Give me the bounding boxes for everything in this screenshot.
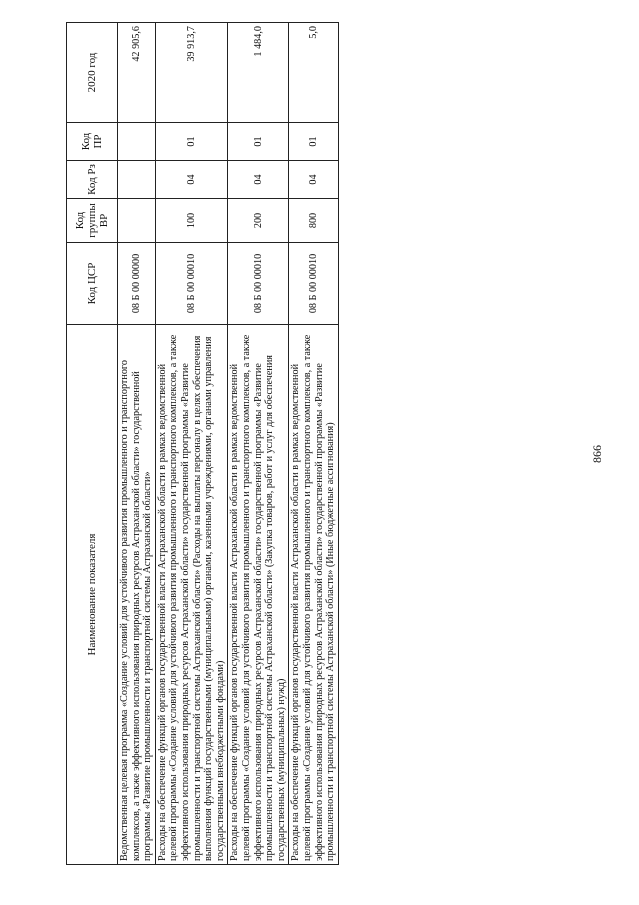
page-number: 866 <box>590 445 604 463</box>
row-csr: 08 Б 00 00010 <box>228 243 289 325</box>
row-name: Расходы на обеспечение функций органов государственной власти Астраханской области в рамках ведомственной целевой программы «Создание условий для устойчивого развития промышленного и транспортного комплексов, а также эффективного использования природных ресурсов Астраханской области» государственной программы «Развитие промышленности и транспортной системы Астраханской области» (Иные бюджетные ассигнования) <box>289 325 338 865</box>
row-pr <box>118 123 156 161</box>
header-name: Наименование показателя <box>67 325 118 865</box>
row-csr: 08 Б 00 00000 <box>118 243 156 325</box>
row-name: Расходы на обеспечение функций органов государственной власти Астраханской области в рамках ведомственной целевой программы «Создание условий для устойчивого развития промышленного и транспортного комплексов, а также эффективного использования природных ресурсов Астраханской области» государственной программы «Развитие промышленности и транспортной системы Астраханской области» (Закупка товаров, работ и услуг для обеспечения государственных (муниципальных) нужд) <box>228 325 289 865</box>
row-amount: 39 913,7 <box>155 23 228 123</box>
header-vr: Код группы ВР <box>67 199 118 243</box>
row-csr: 08 Б 00 00010 <box>155 243 228 325</box>
row-amount: 42 905,6 <box>118 23 156 123</box>
row-vr: 100 <box>155 199 228 243</box>
row-csr: 08 Б 00 00010 <box>289 243 338 325</box>
row-vr <box>118 199 156 243</box>
table-row <box>228 23 289 865</box>
table-row <box>289 23 338 865</box>
row-rz <box>118 161 156 199</box>
header-csr: Код ЦСР <box>67 243 118 325</box>
row-pr: 01 <box>155 123 228 161</box>
row-amount: 5,0 <box>289 23 338 123</box>
table-header-row <box>67 23 118 865</box>
row-vr: 800 <box>289 199 338 243</box>
row-pr: 01 <box>228 123 289 161</box>
header-pr: Код ПР <box>67 123 118 161</box>
budget-table <box>66 22 339 865</box>
row-rz: 04 <box>289 161 338 199</box>
header-rz: Код Рз <box>67 161 118 199</box>
row-amount: 1 484,0 <box>228 23 289 123</box>
header-year: 2020 год <box>67 23 118 123</box>
table-row <box>155 23 228 865</box>
row-rz: 04 <box>228 161 289 199</box>
row-rz: 04 <box>155 161 228 199</box>
row-name: Ведомственная целевая программа «Создание условий для устойчивого развития промышленного и транспортного комплексов, а также эффективного использования природных ресурсов Астраханской области» государственной программы «Развитие промышленности и транспортной системы Астраханской области» <box>118 325 156 865</box>
table-row <box>118 23 156 865</box>
row-name: Расходы на обеспечение функций органов государственной власти Астраханской области в рамках ведомственной целевой программы «Создание условий для устойчивого развития промышленного и транспортного комплексов, а также эффективного использования природных ресурсов Астраханской области» государственной программы «Развитие промышленности и транспортной системы Астраханской области» (Расходы на выплаты персоналу в целях обеспечения выполнения функций государственными (муниципальными) органами, казенными учреждениями, органами управления государственными внебюджетными фондами) <box>155 325 228 865</box>
row-pr: 01 <box>289 123 338 161</box>
row-vr: 200 <box>228 199 289 243</box>
